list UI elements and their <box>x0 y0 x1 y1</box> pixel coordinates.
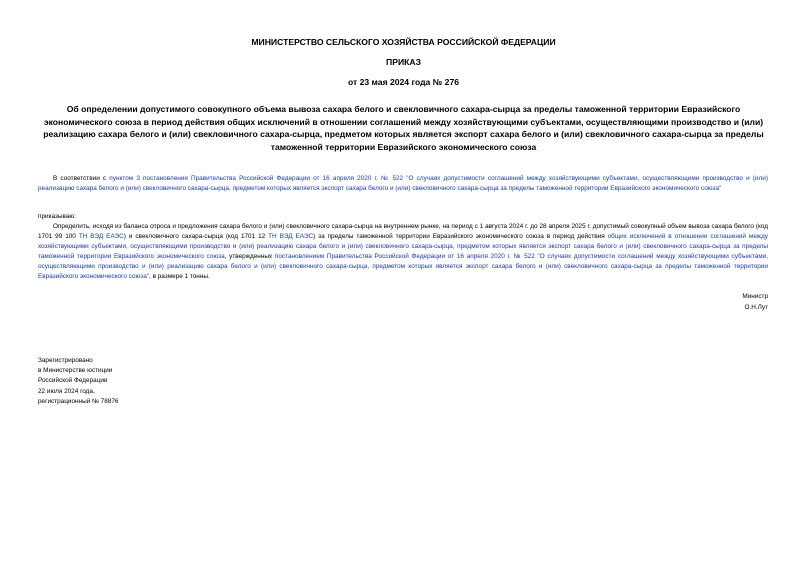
order-text-3: ) за пределы таможенной территории Евразийского экономического союза в период действия <box>313 233 608 241</box>
signatory-name: О.Н.Лут <box>744 304 768 311</box>
resolution-522-link[interactable]: постановлением Правительства Российской Федерации от 16 апреля 2020 г. № 522 "О случаях допустимости соглашений между хозяйствующими субъектами, осуществляющими производство и (или) реализацию сахара белого и (или) свекловичного сахара-сырца, предметом которых является экспорт сахара белого и (или) свекловичного сахара-сырца за пределы таможенной территории Евразийского экономического союза" <box>38 253 768 281</box>
tnved-link-1[interactable]: ТН ВЭД ЕАЭС <box>78 233 124 241</box>
order-text-4: , утвержденных <box>224 253 275 261</box>
order-text-5: , в размере 1 тонны. <box>149 273 210 281</box>
preamble-text: В соответствии с <box>53 175 110 182</box>
order-paragraph <box>38 222 768 283</box>
registration-line: 22 июля 2024 года, <box>38 387 95 395</box>
resolution-522-point-3-link[interactable]: пунктом 3 постановления Правительства Российской Федерации от 16 апреля 2020 г. № 522 "О случаях допустимости соглашений между хозяйствующими субъектами, осуществляющими производство и (или) реализацию сахара белого и (или) свекловичного сахара-сырца, предметом которых является экспорт сахара белого и (или) свекловичного сахара-сырца за пределы таможенной территории Евразийского экономического союза" <box>38 175 769 193</box>
signatory-position: Министр <box>742 293 768 300</box>
registration-block <box>38 356 118 407</box>
order-text-2: ) и свекловичного сахара-сырца (код 1701 12 <box>123 233 269 241</box>
document-type: ПРИКАЗ <box>386 57 421 67</box>
preamble-paragraph <box>38 174 768 194</box>
registration-line: Российской Федерации <box>38 377 108 385</box>
registration-line: в Министерстве юстиции <box>38 367 113 375</box>
document-title: Об определении допустимого совокупного объема вывоза сахара белого и свекловичного сахара-сырца за пределы таможенной территории Евразийского экономического союза в период действия общих исключений в отношении соглашений между хозяйствующими субъектами, осуществляющими производство и (или) реализацию сахара белого и (или) свекловичного сахара-сырца, предметом которых является экспорт сахара белого и (или) свекловичного сахара-сырца за пределы таможенной территории Евразийского экономического союза <box>43 104 764 152</box>
order-word: приказываю: <box>38 213 76 220</box>
registration-line: Зарегистрировано <box>38 357 93 364</box>
order-text-1: Определить, исходя из баланса спроса и предложения сахара белого и (или) свекловичного сахара-сырца на внутреннем рынке, на период с 1 августа 2024 г. до 28 апреля 2025 г. допустимый совокупный объем вывоза сахара белого (код 1701 99 100 <box>38 223 768 241</box>
general-exceptions-link[interactable]: общих исключений в отношении соглашений между хозяйствующими субъектами, осуществляющими производство и (или) реализацию сахара белого и (или) свекловичного сахара-сырца, предметом которых является экспорт сахара белого и (или) свекловичного сахара-сырца за пределы таможенной территории Евразийского экономического союза <box>38 233 769 261</box>
ministry-name: МИНИСТЕРСТВО СЕЛЬСКОГО ХОЗЯЙСТВА РОССИЙСКОЙ ФЕДЕРАЦИИ <box>251 37 556 47</box>
tnved-link-2[interactable]: ТН ВЭД ЕАЭС <box>268 233 314 241</box>
document-date-number: от 23 мая 2024 года № 276 <box>347 77 460 87</box>
registration-line: регистрационный № 78876 <box>38 397 119 405</box>
